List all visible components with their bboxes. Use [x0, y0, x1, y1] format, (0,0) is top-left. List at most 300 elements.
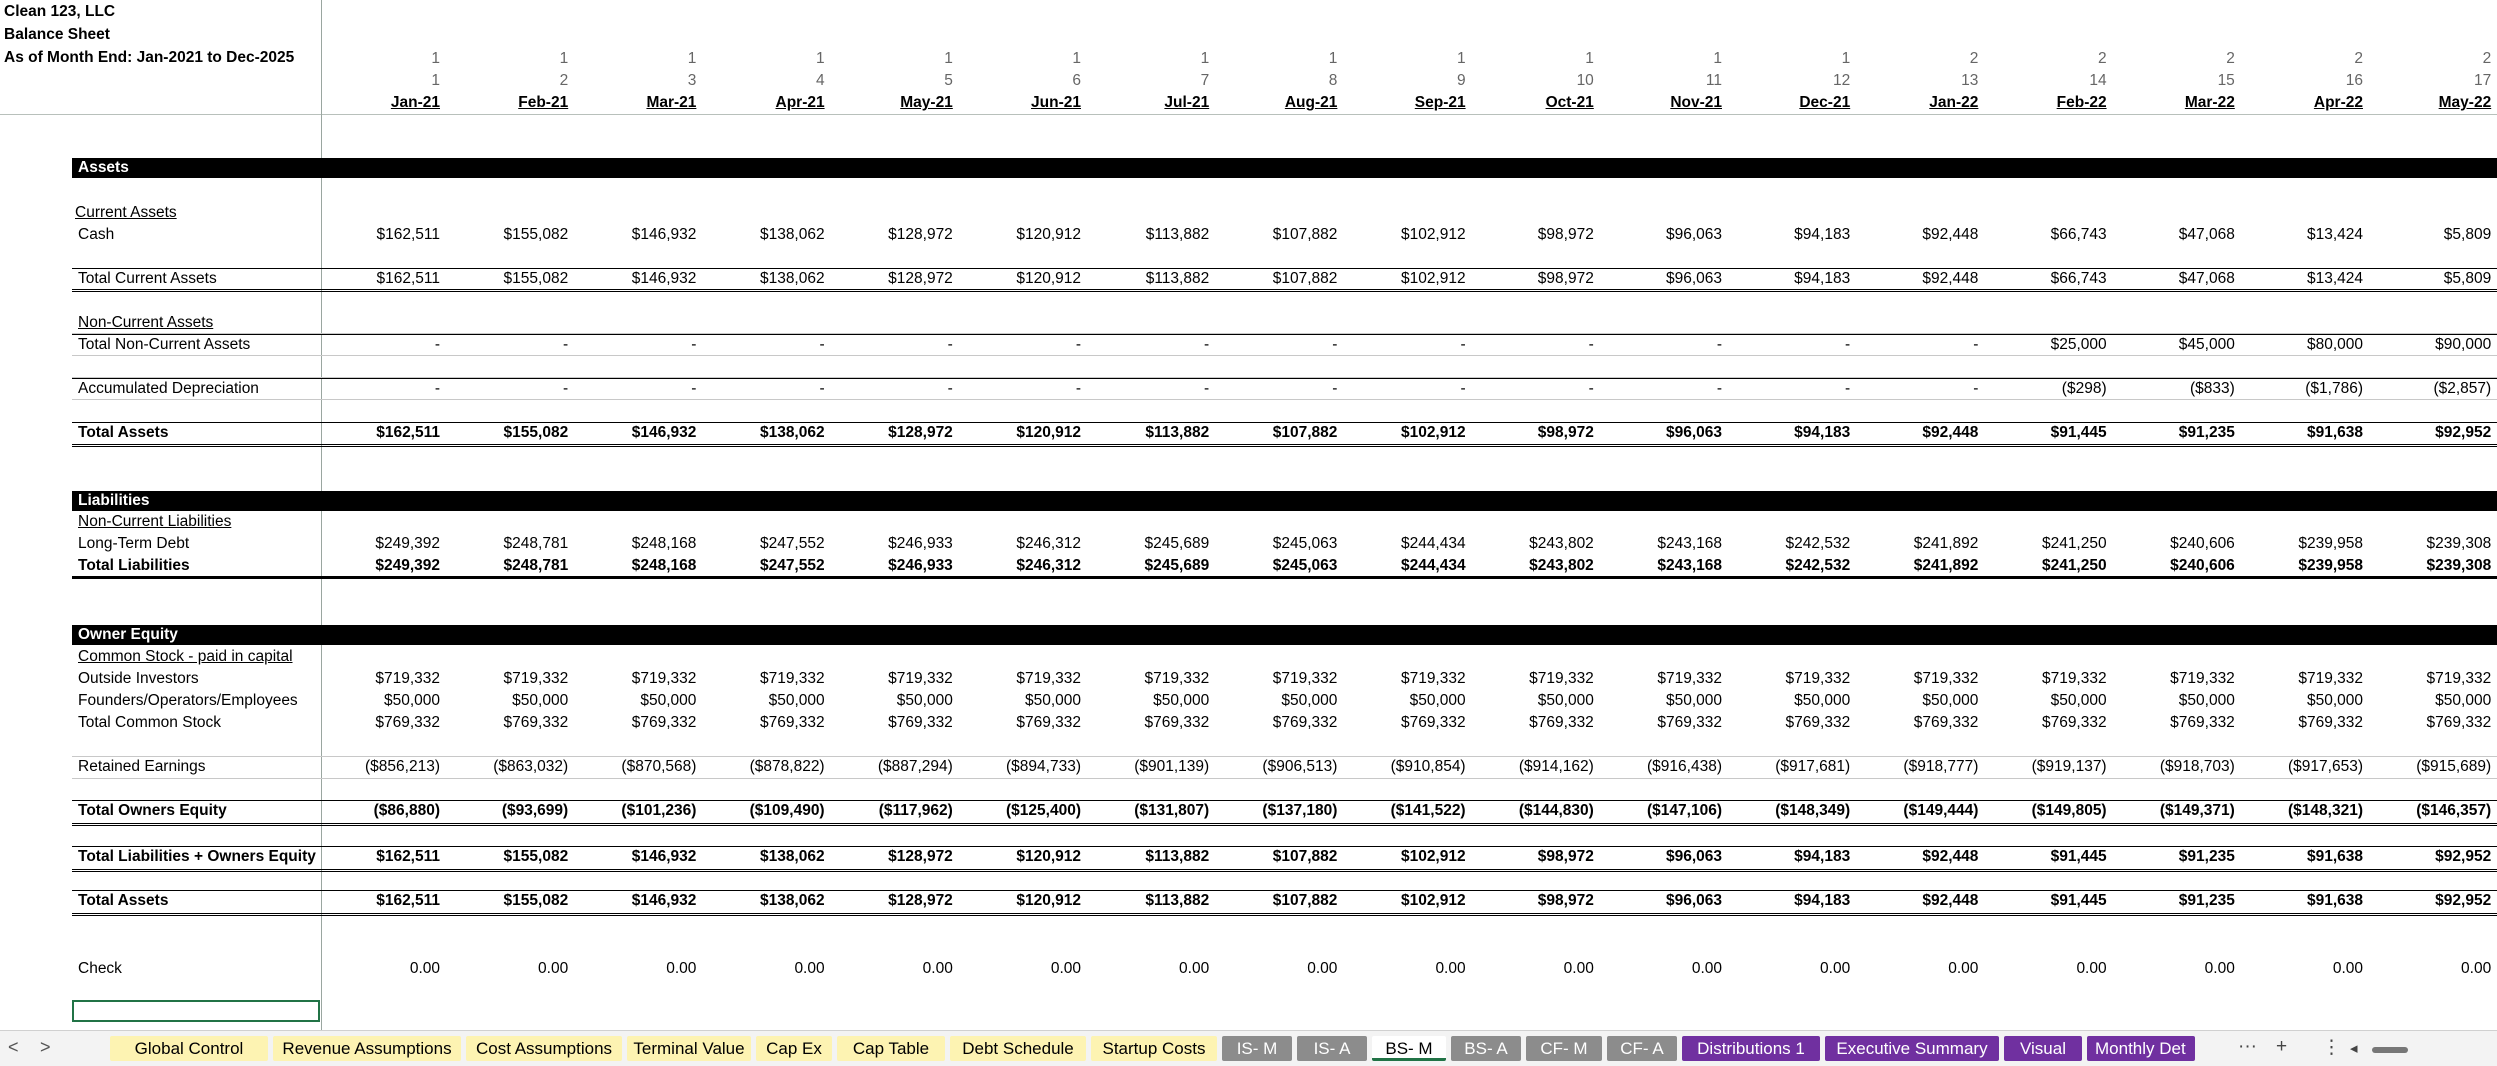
value-cell[interactable]: $98,972 — [1537, 848, 1594, 865]
value-cell[interactable]: ($149,444) — [1903, 802, 1979, 819]
value-cell[interactable]: $138,062 — [759, 270, 825, 287]
value-cell[interactable]: $719,332 — [1272, 670, 1338, 687]
value-cell[interactable]: ($863,032) — [493, 758, 569, 775]
row-label-retained[interactable]: Retained Earnings — [78, 758, 206, 775]
value-cell[interactable]: $107,882 — [1272, 226, 1338, 243]
value-cell[interactable]: $769,332 — [1529, 714, 1594, 731]
value-cell[interactable]: $96,063 — [1665, 270, 1722, 287]
value-cell[interactable]: $769,332 — [1016, 714, 1081, 731]
value-cell[interactable]: $719,332 — [759, 670, 825, 687]
value-cell[interactable]: $239,308 — [2426, 557, 2492, 574]
value-cell[interactable]: ($910,854) — [1390, 758, 1466, 775]
value-cell[interactable]: $92,448 — [1922, 270, 1979, 287]
value-cell[interactable]: $128,972 — [888, 848, 953, 865]
value-cell[interactable]: $769,332 — [1785, 714, 1851, 731]
value-cell[interactable]: - — [1973, 380, 1979, 397]
row-label-ltd[interactable]: Long-Term Debt — [78, 535, 190, 552]
row-label-outside-investors[interactable]: Outside Investors — [78, 670, 199, 687]
value-cell[interactable]: $107,882 — [1272, 424, 1338, 441]
value-cell[interactable]: $245,063 — [1272, 535, 1338, 552]
value-cell[interactable]: $243,168 — [1657, 535, 1722, 552]
value-cell[interactable]: $246,933 — [888, 557, 953, 574]
sheet-tab[interactable]: CF- A — [1607, 1036, 1677, 1061]
value-cell[interactable]: $92,448 — [1922, 424, 1979, 441]
value-cell[interactable]: - — [563, 380, 569, 397]
row-label-founders[interactable]: Founders/Operators/Employees — [78, 692, 298, 709]
sheet-tab[interactable]: IS- M — [1222, 1036, 1292, 1061]
value-cell[interactable]: ($149,371) — [2159, 802, 2235, 819]
value-cell[interactable]: $769,332 — [375, 714, 440, 731]
value-cell[interactable]: $50,000 — [768, 692, 825, 709]
value-cell[interactable]: $102,912 — [1400, 424, 1466, 441]
tab-scroll-left-icon[interactable]: < — [8, 1037, 19, 1057]
value-cell[interactable]: $244,434 — [1400, 535, 1466, 552]
value-cell[interactable]: - — [1075, 336, 1081, 353]
row-label-current-assets-h[interactable]: Current Assets — [75, 204, 177, 221]
value-cell[interactable]: $50,000 — [1409, 692, 1466, 709]
value-cell[interactable]: 0.00 — [2461, 960, 2492, 977]
value-cell[interactable]: $146,932 — [631, 848, 697, 865]
sheet-tab[interactable]: Debt Schedule — [950, 1036, 1086, 1061]
value-cell[interactable]: $90,000 — [2435, 336, 2492, 353]
value-cell[interactable]: $96,063 — [1665, 892, 1722, 909]
value-cell[interactable]: 0.00 — [1563, 960, 1594, 977]
value-cell[interactable]: $247,552 — [759, 557, 825, 574]
value-cell[interactable]: $98,972 — [1537, 270, 1594, 287]
value-cell[interactable]: - — [1588, 336, 1594, 353]
value-cell[interactable]: $719,332 — [2041, 670, 2107, 687]
row-label-total-assets[interactable]: Total Assets — [78, 424, 169, 441]
value-cell[interactable]: $50,000 — [896, 692, 953, 709]
value-cell[interactable]: 0.00 — [666, 960, 697, 977]
value-cell[interactable]: $92,952 — [2435, 424, 2492, 441]
value-cell[interactable]: $80,000 — [2306, 336, 2363, 353]
value-cell[interactable]: $162,511 — [376, 424, 440, 441]
value-cell[interactable]: $25,000 — [2050, 336, 2107, 353]
value-cell[interactable]: $113,882 — [1145, 424, 1210, 441]
value-cell[interactable]: $66,743 — [2050, 226, 2107, 243]
value-cell[interactable]: ($93,699) — [501, 802, 569, 819]
value-cell[interactable]: $769,332 — [1144, 714, 1210, 731]
value-cell[interactable]: - — [1460, 336, 1466, 353]
value-cell[interactable]: $769,332 — [2426, 714, 2492, 731]
sheet-tab[interactable]: Distributions 1 — [1682, 1036, 1820, 1061]
value-cell[interactable]: 0.00 — [2332, 960, 2363, 977]
value-cell[interactable]: $162,511 — [376, 226, 440, 243]
sheet-tab[interactable]: Global Control — [110, 1036, 268, 1061]
value-cell[interactable]: $91,445 — [2050, 848, 2107, 865]
value-cell[interactable]: $120,912 — [1016, 892, 1081, 909]
value-cell[interactable]: - — [1716, 336, 1722, 353]
value-cell[interactable]: $243,802 — [1529, 557, 1594, 574]
value-cell[interactable]: $50,000 — [640, 692, 697, 709]
value-cell[interactable]: $146,932 — [631, 226, 697, 243]
value-cell[interactable]: $245,063 — [1272, 557, 1338, 574]
value-cell[interactable]: $92,448 — [1922, 226, 1979, 243]
value-cell[interactable]: $719,332 — [1657, 670, 1722, 687]
value-cell[interactable]: $50,000 — [383, 692, 440, 709]
value-cell[interactable]: $5,809 — [2443, 270, 2492, 287]
value-cell[interactable]: ($1,786) — [2305, 380, 2363, 397]
value-cell[interactable]: $246,312 — [1016, 535, 1081, 552]
value-cell[interactable]: $107,882 — [1272, 848, 1338, 865]
value-cell[interactable]: $769,332 — [503, 714, 569, 731]
value-cell[interactable]: $47,068 — [2178, 226, 2235, 243]
value-cell[interactable]: $91,638 — [2306, 848, 2363, 865]
value-cell[interactable]: $50,000 — [1922, 692, 1979, 709]
value-cell[interactable]: ($147,106) — [1647, 802, 1722, 819]
value-cell[interactable]: $146,932 — [631, 424, 697, 441]
sheet-tab[interactable]: BS- M — [1372, 1036, 1446, 1061]
value-cell[interactable]: $113,882 — [1145, 270, 1210, 287]
value-cell[interactable]: $244,434 — [1400, 557, 1466, 574]
value-cell[interactable]: ($917,653) — [2288, 758, 2363, 775]
value-cell[interactable]: $91,638 — [2306, 424, 2363, 441]
value-cell[interactable]: $94,183 — [1794, 848, 1851, 865]
value-cell[interactable]: $47,068 — [2178, 270, 2235, 287]
value-cell[interactable]: $248,168 — [631, 557, 697, 574]
value-cell[interactable]: $113,882 — [1145, 848, 1210, 865]
value-cell[interactable]: $91,445 — [2050, 892, 2107, 909]
value-cell[interactable]: $155,082 — [503, 848, 569, 865]
value-cell[interactable]: 0.00 — [538, 960, 569, 977]
value-cell[interactable]: $91,235 — [2178, 892, 2235, 909]
value-cell[interactable]: ($917,681) — [1775, 758, 1851, 775]
value-cell[interactable]: ($2,857) — [2433, 380, 2492, 397]
value-cell[interactable]: $146,932 — [631, 892, 697, 909]
value-cell[interactable]: ($906,513) — [1262, 758, 1338, 775]
value-cell[interactable]: $120,912 — [1016, 848, 1081, 865]
row-label-total-assets-2[interactable]: Total Assets — [78, 892, 169, 909]
row-label-total-liab-equity[interactable]: Total Liabilities + Owners Equity — [78, 848, 316, 865]
value-cell[interactable]: ($144,830) — [1518, 802, 1594, 819]
value-cell[interactable]: $155,082 — [503, 226, 569, 243]
sheet-tab[interactable]: Terminal Value — [627, 1036, 751, 1061]
value-cell[interactable]: $98,972 — [1537, 226, 1594, 243]
active-cell-selection[interactable] — [72, 1000, 320, 1022]
value-cell[interactable]: ($137,180) — [1262, 802, 1338, 819]
value-cell[interactable]: $248,781 — [503, 535, 569, 552]
value-cell[interactable]: $138,062 — [759, 424, 825, 441]
value-cell[interactable]: - — [1204, 336, 1210, 353]
value-cell[interactable]: ($887,294) — [877, 758, 953, 775]
value-cell[interactable]: $92,952 — [2435, 848, 2492, 865]
value-cell[interactable]: 0.00 — [1307, 960, 1338, 977]
value-cell[interactable]: ($918,703) — [2159, 758, 2235, 775]
value-cell[interactable]: $98,972 — [1537, 892, 1594, 909]
value-cell[interactable]: $241,250 — [2041, 535, 2107, 552]
value-cell[interactable]: $92,448 — [1922, 848, 1979, 865]
value-cell[interactable]: $719,332 — [2170, 670, 2235, 687]
value-cell[interactable]: $241,892 — [1913, 557, 1979, 574]
value-cell[interactable]: $102,912 — [1400, 848, 1466, 865]
row-label-cash[interactable]: Cash — [78, 226, 115, 243]
value-cell[interactable]: ($916,438) — [1647, 758, 1722, 775]
value-cell[interactable]: $50,000 — [1537, 692, 1594, 709]
value-cell[interactable]: $155,082 — [503, 270, 569, 287]
value-cell[interactable]: $96,063 — [1665, 424, 1722, 441]
sheet-tab[interactable]: Revenue Assumptions — [273, 1036, 461, 1061]
value-cell[interactable]: - — [691, 380, 697, 397]
sheet-options-icon[interactable]: ⋮ — [2322, 1037, 2341, 1058]
value-cell[interactable]: $96,063 — [1665, 848, 1722, 865]
value-cell[interactable]: $94,183 — [1794, 226, 1851, 243]
value-cell[interactable]: ($148,321) — [2288, 802, 2363, 819]
value-cell[interactable]: $719,332 — [1400, 670, 1466, 687]
value-cell[interactable]: $769,332 — [2170, 714, 2235, 731]
value-cell[interactable]: $155,082 — [503, 424, 569, 441]
row-label-total-current-assets[interactable]: Total Current Assets — [78, 270, 217, 287]
value-cell[interactable]: ($131,807) — [1134, 802, 1210, 819]
value-cell[interactable]: $98,972 — [1537, 424, 1594, 441]
value-cell[interactable]: $769,332 — [2041, 714, 2107, 731]
value-cell[interactable]: ($149,805) — [2031, 802, 2107, 819]
value-cell[interactable]: $50,000 — [2435, 692, 2492, 709]
value-cell[interactable]: $769,332 — [759, 714, 825, 731]
sheet-tab[interactable]: Cap Ex — [756, 1036, 832, 1061]
value-cell[interactable]: ($141,522) — [1390, 802, 1466, 819]
row-label-accum-dep[interactable]: Accumulated Depreciation — [78, 380, 259, 397]
value-cell[interactable]: $239,308 — [2426, 535, 2492, 552]
value-cell[interactable]: - — [819, 336, 825, 353]
value-cell[interactable]: $113,882 — [1145, 226, 1210, 243]
value-cell[interactable]: $719,332 — [1913, 670, 1979, 687]
value-cell[interactable]: $138,062 — [759, 226, 825, 243]
value-cell[interactable]: $120,912 — [1016, 270, 1081, 287]
value-cell[interactable]: - — [434, 380, 440, 397]
value-cell[interactable]: $241,250 — [2041, 557, 2107, 574]
value-cell[interactable]: $96,063 — [1665, 226, 1722, 243]
value-cell[interactable]: $102,912 — [1400, 226, 1466, 243]
value-cell[interactable]: $94,183 — [1794, 892, 1851, 909]
value-cell[interactable]: 0.00 — [2076, 960, 2107, 977]
value-cell[interactable]: - — [947, 336, 953, 353]
value-cell[interactable]: $128,972 — [888, 226, 953, 243]
value-cell[interactable]: $719,332 — [1016, 670, 1081, 687]
value-cell[interactable]: $66,743 — [2050, 270, 2107, 287]
value-cell[interactable]: $113,882 — [1145, 892, 1210, 909]
value-cell[interactable]: - — [1716, 380, 1722, 397]
value-cell[interactable]: $239,958 — [2298, 535, 2363, 552]
value-cell[interactable]: $162,511 — [376, 848, 440, 865]
value-cell[interactable]: $120,912 — [1016, 226, 1081, 243]
value-cell[interactable]: 0.00 — [794, 960, 825, 977]
value-cell[interactable]: $50,000 — [1665, 692, 1722, 709]
value-cell[interactable]: - — [1460, 380, 1466, 397]
sheet-tab[interactable]: BS- A — [1451, 1036, 1521, 1061]
value-cell[interactable]: ($109,490) — [749, 802, 825, 819]
value-cell[interactable]: $50,000 — [2178, 692, 2235, 709]
value-cell[interactable]: $769,332 — [1400, 714, 1466, 731]
value-cell[interactable]: $91,235 — [2178, 848, 2235, 865]
value-cell[interactable]: $769,332 — [631, 714, 697, 731]
value-cell[interactable]: 0.00 — [1050, 960, 1081, 977]
value-cell[interactable]: - — [947, 380, 953, 397]
value-cell[interactable]: $13,424 — [2306, 226, 2363, 243]
value-cell[interactable]: $91,638 — [2306, 892, 2363, 909]
sheet-tab[interactable]: Executive Summary — [1825, 1036, 1999, 1061]
row-label-total-liabilities[interactable]: Total Liabilities — [78, 557, 190, 574]
value-cell[interactable]: $50,000 — [1281, 692, 1338, 709]
sheet-tab[interactable]: Startup Costs — [1091, 1036, 1217, 1061]
value-cell[interactable]: $242,532 — [1785, 557, 1851, 574]
value-cell[interactable]: $769,332 — [1657, 714, 1722, 731]
value-cell[interactable]: ($117,962) — [878, 802, 953, 819]
value-cell[interactable]: $719,332 — [2426, 670, 2492, 687]
value-cell[interactable]: - — [1075, 380, 1081, 397]
value-cell[interactable]: $162,511 — [376, 270, 440, 287]
value-cell[interactable]: $719,332 — [1144, 670, 1210, 687]
sheet-tab[interactable]: Cap Table — [837, 1036, 945, 1061]
value-cell[interactable]: $138,062 — [759, 892, 825, 909]
value-cell[interactable]: $5,809 — [2443, 226, 2492, 243]
value-cell[interactable]: 0.00 — [1820, 960, 1851, 977]
value-cell[interactable]: $245,689 — [1144, 557, 1210, 574]
value-cell[interactable]: - — [1204, 380, 1210, 397]
value-cell[interactable]: $769,332 — [888, 714, 953, 731]
value-cell[interactable]: 0.00 — [1179, 960, 1210, 977]
value-cell[interactable]: $50,000 — [2306, 692, 2363, 709]
value-cell[interactable]: $107,882 — [1272, 270, 1338, 287]
row-label-total-noncurrent-assets[interactable]: Total Non-Current Assets — [78, 336, 251, 353]
value-cell[interactable]: $138,062 — [759, 848, 825, 865]
value-cell[interactable]: $719,332 — [2298, 670, 2363, 687]
value-cell[interactable]: $239,958 — [2298, 557, 2363, 574]
value-cell[interactable]: $50,000 — [1794, 692, 1851, 709]
value-cell[interactable]: ($894,733) — [1006, 758, 1081, 775]
row-label-check[interactable]: Check — [78, 960, 122, 977]
value-cell[interactable]: $248,781 — [503, 557, 569, 574]
value-cell[interactable]: $45,000 — [2178, 336, 2235, 353]
value-cell[interactable]: $107,882 — [1272, 892, 1338, 909]
row-label-noncurrent-liab-h[interactable]: Non-Current Liabilities — [78, 513, 232, 530]
value-cell[interactable]: 0.00 — [1435, 960, 1466, 977]
value-cell[interactable]: $719,332 — [375, 670, 440, 687]
sheet-tab[interactable]: IS- A — [1297, 1036, 1367, 1061]
value-cell[interactable]: $246,312 — [1016, 557, 1081, 574]
value-cell[interactable]: $249,392 — [375, 557, 440, 574]
value-cell[interactable]: $719,332 — [631, 670, 697, 687]
value-cell[interactable]: - — [434, 336, 440, 353]
value-cell[interactable]: $769,332 — [2298, 714, 2363, 731]
value-cell[interactable]: $155,082 — [503, 892, 569, 909]
value-cell[interactable]: $92,448 — [1922, 892, 1979, 909]
value-cell[interactable]: $92,952 — [2435, 892, 2492, 909]
value-cell[interactable]: $146,932 — [631, 270, 697, 287]
value-cell[interactable]: $128,972 — [888, 424, 953, 441]
row-label-noncurrent-assets-h[interactable]: Non-Current Assets — [78, 314, 214, 331]
value-cell[interactable]: ($918,777) — [1903, 758, 1979, 775]
value-cell[interactable]: ($86,880) — [373, 802, 440, 819]
value-cell[interactable]: ($878,822) — [749, 758, 825, 775]
row-label-total-common[interactable]: Total Common Stock — [78, 714, 221, 731]
value-cell[interactable]: $719,332 — [503, 670, 569, 687]
value-cell[interactable]: $102,912 — [1400, 892, 1466, 909]
value-cell[interactable]: $102,912 — [1400, 270, 1466, 287]
value-cell[interactable]: 0.00 — [922, 960, 953, 977]
value-cell[interactable]: ($856,213) — [365, 758, 440, 775]
value-cell[interactable]: $243,802 — [1529, 535, 1594, 552]
value-cell[interactable]: $91,445 — [2050, 424, 2107, 441]
value-cell[interactable]: $249,392 — [375, 535, 440, 552]
value-cell[interactable]: $769,332 — [1913, 714, 1979, 731]
value-cell[interactable]: ($101,236) — [621, 802, 697, 819]
more-sheets-icon[interactable]: ··· — [2238, 1036, 2257, 1057]
add-sheet-icon[interactable]: + — [2276, 1036, 2288, 1057]
value-cell[interactable]: $769,332 — [1272, 714, 1338, 731]
value-cell[interactable]: $247,552 — [759, 535, 825, 552]
value-cell[interactable]: ($146,357) — [2416, 802, 2492, 819]
value-cell[interactable]: 0.00 — [1691, 960, 1722, 977]
value-cell[interactable]: - — [1588, 380, 1594, 397]
value-cell[interactable]: $120,912 — [1016, 424, 1081, 441]
value-cell[interactable]: ($914,162) — [1518, 758, 1594, 775]
value-cell[interactable]: $50,000 — [1024, 692, 1081, 709]
sheet-tab[interactable]: Visual — [2004, 1036, 2082, 1061]
value-cell[interactable]: $719,332 — [1529, 670, 1594, 687]
value-cell[interactable]: $162,511 — [376, 892, 440, 909]
value-cell[interactable]: - — [1845, 336, 1851, 353]
value-cell[interactable]: $13,424 — [2306, 270, 2363, 287]
scroll-left-arrow-icon[interactable]: ◂ — [2350, 1040, 2358, 1057]
value-cell[interactable]: ($870,568) — [621, 758, 697, 775]
value-cell[interactable]: ($125,400) — [1006, 802, 1081, 819]
value-cell[interactable]: ($298) — [2061, 380, 2107, 397]
value-cell[interactable]: - — [1845, 380, 1851, 397]
value-cell[interactable]: $719,332 — [888, 670, 953, 687]
value-cell[interactable]: $241,892 — [1913, 535, 1979, 552]
value-cell[interactable]: $248,168 — [631, 535, 697, 552]
value-cell[interactable]: $50,000 — [2050, 692, 2107, 709]
value-cell[interactable]: $240,606 — [2170, 557, 2235, 574]
value-cell[interactable]: ($148,349) — [1775, 802, 1851, 819]
value-cell[interactable]: - — [563, 336, 569, 353]
horizontal-scrollbar[interactable] — [2372, 1047, 2408, 1053]
value-cell[interactable]: - — [1973, 336, 1979, 353]
value-cell[interactable]: 0.00 — [2204, 960, 2235, 977]
value-cell[interactable]: $243,168 — [1657, 557, 1722, 574]
value-cell[interactable]: - — [1332, 380, 1338, 397]
value-cell[interactable]: $245,689 — [1144, 535, 1210, 552]
value-cell[interactable]: - — [691, 336, 697, 353]
value-cell[interactable]: ($833) — [2190, 380, 2235, 397]
value-cell[interactable]: ($919,137) — [2031, 758, 2107, 775]
value-cell[interactable]: $128,972 — [888, 892, 953, 909]
value-cell[interactable]: - — [1332, 336, 1338, 353]
value-cell[interactable]: $719,332 — [1785, 670, 1851, 687]
value-cell[interactable]: $91,235 — [2178, 424, 2235, 441]
value-cell[interactable]: ($915,689) — [2416, 758, 2492, 775]
value-cell[interactable]: 0.00 — [1948, 960, 1979, 977]
value-cell[interactable]: $246,933 — [888, 535, 953, 552]
value-cell[interactable]: ($901,139) — [1134, 758, 1210, 775]
sheet-tab[interactable]: CF- M — [1526, 1036, 1602, 1061]
row-label-total-owners-equity[interactable]: Total Owners Equity — [78, 802, 227, 819]
tab-scroll-right-icon[interactable]: > — [40, 1037, 51, 1057]
value-cell[interactable]: $50,000 — [512, 692, 569, 709]
value-cell[interactable]: $240,606 — [2170, 535, 2235, 552]
value-cell[interactable]: $242,532 — [1785, 535, 1851, 552]
value-cell[interactable]: $50,000 — [1153, 692, 1210, 709]
value-cell[interactable]: 0.00 — [409, 960, 440, 977]
value-cell[interactable]: $94,183 — [1794, 424, 1851, 441]
sheet-tab[interactable]: Monthly Det — [2087, 1036, 2195, 1061]
value-cell[interactable]: - — [819, 380, 825, 397]
value-cell[interactable]: $94,183 — [1794, 270, 1851, 287]
row-label-common-stock-h[interactable]: Common Stock - paid in capital — [78, 648, 293, 665]
sheet-tab[interactable]: Cost Assumptions — [466, 1036, 622, 1061]
value-cell[interactable]: $128,972 — [888, 270, 953, 287]
